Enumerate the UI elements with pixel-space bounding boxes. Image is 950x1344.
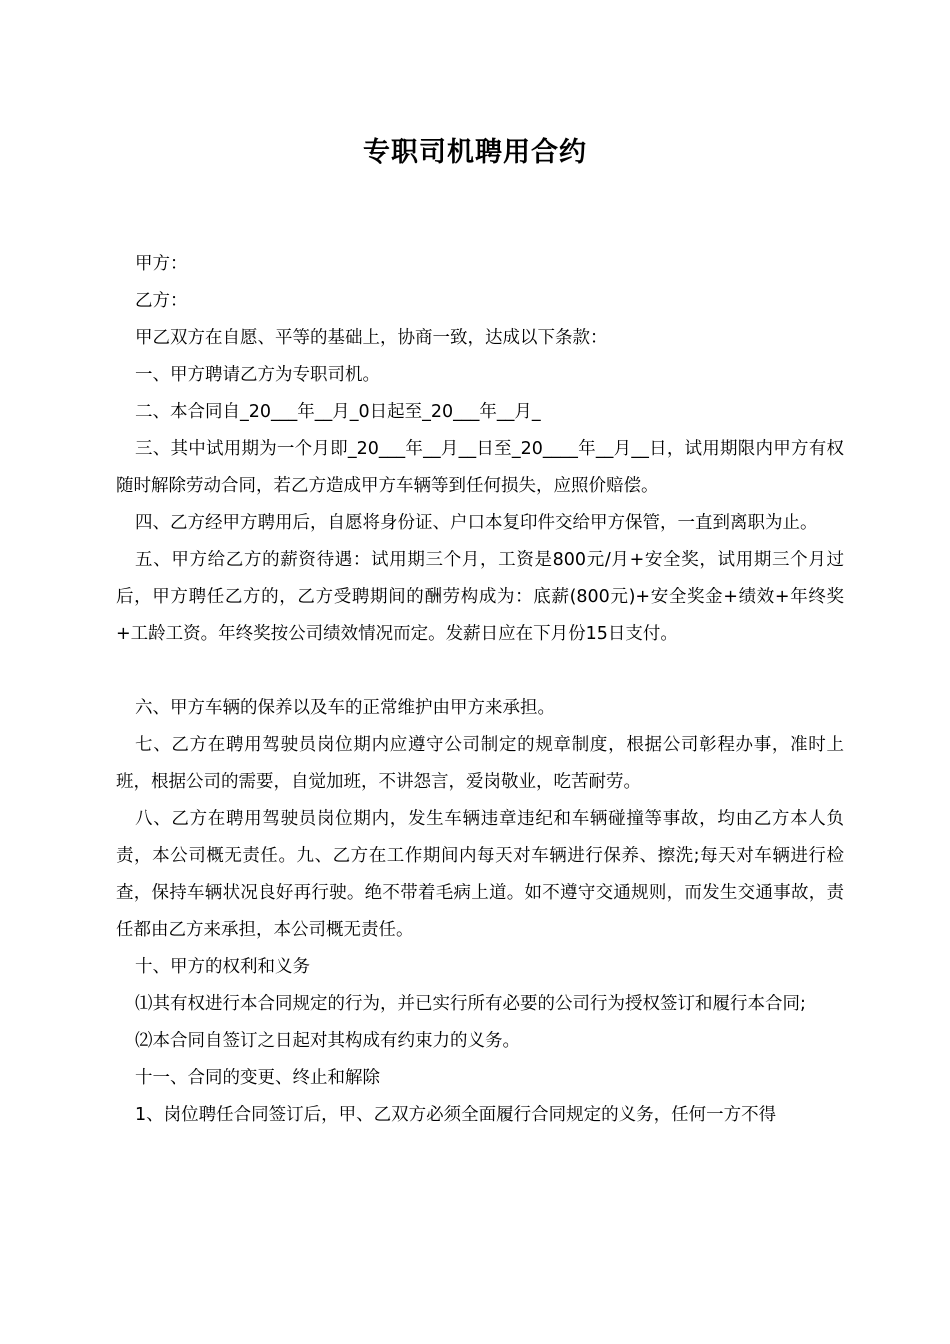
document-title: 专职司机聘用合约 (363, 137, 587, 168)
party-b-line: 乙方： (135, 291, 188, 311)
clause-10-heading: 十、甲方的权利和义务 (135, 957, 310, 977)
preamble: 甲乙双方在自愿、平等的基础上，协商一致，达成以下条款： (135, 328, 608, 348)
clause-2: 二、本合同自_20___年__月_0日起至_20___年__月_ (135, 402, 541, 422)
clause-1: 一、甲方聘请乙方为专职司机。 (135, 365, 380, 385)
clause-4: 四、乙方经甲方聘用后，自愿将身份证、户口本复印件交给甲方保管，一直到离职为止。 (135, 513, 818, 533)
clause-8-9: 八、乙方在聘用驾驶员岗位期内，发生车辆违章违纪和车辆碰撞等事故，均由乙方本人负责，本公司概无责任。九、乙方在工作期间内每天对车辆进行保养、擦洗;每天对车辆进行检查，保持车辆状况良好再行驶。绝不带着毛病上道。如不遵守交通规则，而发生交通事故，责任都由乙方来承担，本公司概无责任。 (116, 809, 844, 940)
clause-10-item-1: ⑴其有权进行本合同规定的行为，并已实行所有必要的公司行为授权签订和履行本合同; (135, 994, 806, 1014)
clause-11-item-1: 1、岗位聘任合同签订后，甲、乙双方必须全面履行合同规定的义务，任何一方不得 (135, 1105, 777, 1125)
paragraph-spacer (116, 653, 844, 690)
clause-10-item-2: ⑵本合同自签订之日起对其构成有约束力的义务。 (135, 1031, 520, 1051)
clause-7: 七、乙方在聘用驾驶员岗位期内应遵守公司制定的规章制度，根据公司彰程办事，准时上班，根据公司的需要，自觉加班，不讲怨言，爱岗敬业，吃苦耐劳。 (116, 735, 844, 792)
clause-3: 三、其中试用期为一个月即_20___年__月__日至_20____年__月__日，试用期限内甲方有权随时解除劳动合同，若乙方造成甲方车辆等到任何损失，应照价赔偿。 (116, 439, 844, 496)
party-a-line: 甲方： (135, 254, 188, 274)
document-body (116, 246, 844, 1134)
clause-6: 六、甲方车辆的保养以及车的正常维护由甲方来承担。 (135, 698, 555, 718)
clause-5: 五、甲方给乙方的薪资待遇：试用期三个月，工资是800元/月+安全奖，试用期三个月过后，甲方聘任乙方的，乙方受聘期间的酬劳构成为：底薪(800元)+安全奖金+绩效+年终奖+工龄工资。年终奖按公司绩效情况而定。发薪日应在下月份15日支付。 (116, 550, 844, 644)
clause-11-heading: 十一、合同的变更、终止和解除 (135, 1068, 380, 1088)
